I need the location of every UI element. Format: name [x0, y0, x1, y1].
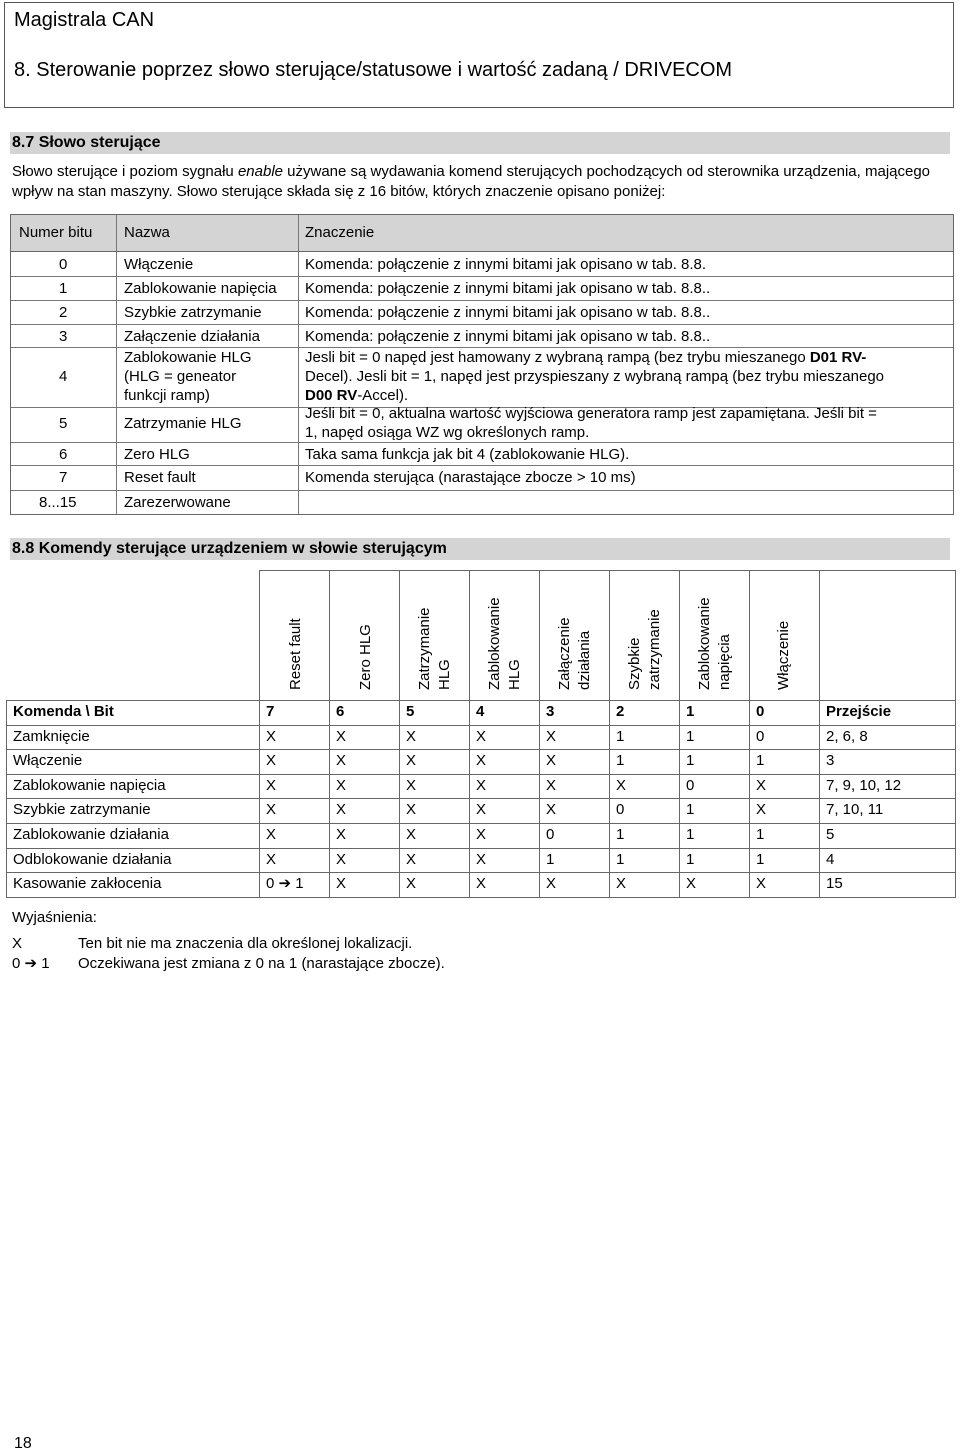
rot-header: [356, 624, 376, 690]
table-cell: 0: [546, 826, 555, 843]
bit-meaning: Komenda: połączenie z innymi bitami jak opisano w tab. 8.8..: [305, 304, 711, 321]
explanation-symbol: 0 ➔ 1: [12, 955, 50, 972]
divider: [11, 276, 953, 277]
table-header-cell: 4: [476, 703, 485, 720]
rot-header-line: Szybkie: [626, 637, 643, 690]
table-cell: X: [756, 777, 767, 794]
table-cell: 15: [826, 875, 843, 892]
table-cell: X: [266, 752, 277, 769]
table-header-cell: 0: [756, 703, 765, 720]
table-cell: X: [336, 875, 347, 892]
table-cell: 1: [616, 752, 625, 769]
table-cell: X: [476, 801, 487, 818]
table-cell: 1: [756, 826, 765, 843]
divider: [116, 252, 117, 514]
table-cell: X: [266, 826, 277, 843]
table-cell: X: [406, 752, 417, 769]
bit-name: Zatrzymanie HLG: [124, 415, 242, 432]
bit-meaning-line: [305, 348, 947, 367]
col-header-meaning: Znaczenie: [305, 224, 375, 241]
bit-name: Zablokowanie napięcia: [124, 280, 277, 297]
bit-table-header: [10, 214, 954, 252]
table-cell: Kasowanie zakłocenia: [13, 875, 162, 892]
table-cell: 1: [686, 728, 695, 745]
bit-number: 5: [59, 415, 68, 432]
bit-name: Szybkie zatrzymanie: [124, 304, 262, 321]
bit-meaning: Komenda sterująca (narastające zbocze > 10 ms): [305, 469, 636, 486]
section-heading-8-7: 8.7 Słowo sterujące: [10, 132, 950, 154]
table-cell: Zamknięcie: [13, 728, 90, 745]
grid-line: [6, 700, 7, 897]
divider: [11, 465, 953, 466]
table-cell: X: [406, 875, 417, 892]
rot-header-line: zatrzymanie: [646, 609, 663, 690]
table-cell: 1: [756, 851, 765, 868]
grid-line: [679, 570, 680, 897]
table-cell: X: [336, 752, 347, 769]
explanation-symbol: X: [12, 935, 23, 952]
grid-line: [6, 848, 956, 849]
meaning-bold: D01 RV-: [809, 349, 867, 366]
intro-text-1: Słowo sterujące i poziom sygnału: [12, 163, 238, 180]
grid-line: [399, 570, 400, 897]
divider: [11, 300, 953, 301]
bit-name: Zarezerwowane: [124, 494, 231, 511]
divider: [11, 490, 953, 491]
table-cell: 3: [826, 752, 835, 769]
table-cell: X: [476, 752, 487, 769]
grid-line: [329, 570, 330, 897]
grid-line: [6, 798, 956, 799]
explanations-title: Wyjaśnienia:: [12, 909, 97, 926]
table-header-cell: 5: [406, 703, 415, 720]
table-header-cell: Przejście: [826, 703, 892, 720]
bit-meaning-line: [305, 386, 408, 405]
grid-line: [259, 570, 956, 571]
header-subtitle: 8. Sterowanie poprzez słowo sterujące/statusowe i wartość zadaną / DRIVECOM: [14, 59, 733, 81]
table-cell: X: [266, 851, 277, 868]
table-cell: 1: [616, 728, 625, 745]
bit-number: 8...15: [39, 494, 77, 511]
rot-header-line: Zero HLG: [357, 624, 374, 690]
rot-header: [625, 609, 665, 690]
table-cell: X: [476, 728, 487, 745]
grid-line: [749, 570, 750, 897]
bit-name: Włączenie: [124, 256, 194, 273]
table-cell: Zablokowanie działania: [13, 826, 169, 843]
bit-table: [10, 252, 954, 515]
table-cell: X: [406, 826, 417, 843]
table-cell: 1: [686, 752, 695, 769]
grid-line: [609, 570, 610, 897]
bit-number: 0: [59, 256, 68, 273]
divider: [116, 215, 117, 251]
table-cell: 1: [686, 851, 695, 868]
divider: [298, 215, 299, 251]
divider: [11, 442, 953, 443]
table-cell: 7, 9, 10, 12: [826, 777, 902, 794]
rot-header: [774, 621, 794, 690]
explanation-text: Ten bit nie ma znaczenia dla określonej lokalizacji.: [78, 935, 413, 952]
table-header-cell: 6: [336, 703, 345, 720]
grid-line: [6, 725, 956, 726]
table-cell: X: [336, 851, 347, 868]
rot-header: [415, 607, 455, 690]
rot-header-line: HLG: [436, 659, 453, 690]
table-cell: 0: [686, 777, 695, 794]
table-cell: 7, 10, 11: [826, 801, 884, 818]
col-header-name: Nazwa: [124, 224, 170, 241]
bit-number: 6: [59, 446, 68, 463]
table-header-cell: 1: [686, 703, 695, 720]
rot-header-line: Załączenie: [556, 617, 573, 690]
table-header-cell: 7: [266, 703, 275, 720]
table-cell: X: [686, 875, 697, 892]
rot-header: [695, 597, 735, 690]
table-cell: Włączenie: [13, 752, 83, 769]
intro-text-2: używane są wydawania komend sterujących pochodzących od sterownika urządzenia, mającego wpływ na stan maszyny. Słowo sterujące składa się z 16 bitów, których znaczenie opisano poniżej:: [12, 163, 931, 200]
table-cell: X: [266, 801, 277, 818]
table-cell: X: [756, 801, 767, 818]
table-cell: 1: [686, 801, 695, 818]
table-cell: X: [336, 728, 347, 745]
table-header-cell: 2: [616, 703, 625, 720]
table-cell: X: [406, 801, 417, 818]
bit-name: Reset fault: [124, 469, 196, 486]
grid-line: [6, 823, 956, 824]
table-header-cell: 3: [546, 703, 555, 720]
intro-italic: enable: [237, 163, 283, 180]
bit-name-line: funkcji ramp): [124, 387, 210, 404]
grid-line: [539, 570, 540, 897]
table-cell: 5: [826, 826, 835, 843]
grid-line: [259, 570, 260, 897]
grid-line: [6, 700, 956, 701]
table-cell: X: [476, 777, 487, 794]
divider: [298, 252, 299, 514]
explanation-text: Oczekiwana jest zmiana z 0 na 1 (narastające zbocze).: [78, 955, 445, 972]
table-cell: X: [336, 801, 347, 818]
table-cell: X: [336, 777, 347, 794]
table-cell: X: [406, 851, 417, 868]
meaning-text: -Accel).: [357, 387, 409, 404]
rot-header-line: Zablokowanie: [696, 597, 713, 690]
bit-name-line: (HLG = geneator: [124, 368, 237, 385]
table-cell: X: [266, 777, 277, 794]
bit-number: 7: [59, 469, 68, 486]
grid-line: [6, 897, 956, 898]
table-cell: 4: [826, 851, 835, 868]
table-cell: 0: [756, 728, 765, 745]
grid-line: [6, 749, 956, 750]
intro-paragraph: [12, 162, 952, 202]
table-cell: 0 ➔ 1: [266, 875, 304, 892]
bit-number: 3: [59, 328, 68, 345]
bit-meaning-line: Decel). Jesli bit = 1, napęd jest przyspieszany z wybraną rampą (bez trybu mieszanego: [305, 368, 885, 385]
rot-header-line: HLG: [506, 659, 523, 690]
page-header: [4, 2, 954, 108]
table-header-cell: Komenda \ Bit: [13, 703, 114, 720]
section-heading-8-8: 8.8 Komendy sterujące urządzeniem w słowie sterującym: [10, 538, 950, 560]
table-cell: 2, 6, 8: [826, 728, 868, 745]
table-cell: X: [406, 777, 417, 794]
grid-line: [469, 570, 470, 897]
bit-name: Załączenie działania: [124, 328, 260, 345]
bit-meaning: Komenda: połączenie z innymi bitami jak opisano w tab. 8.8..: [305, 280, 711, 297]
rot-header: [555, 617, 595, 690]
table-cell: X: [476, 826, 487, 843]
grid-line: [955, 570, 956, 897]
rot-header-line: napięcia: [716, 634, 733, 690]
rot-header-line: działania: [576, 630, 593, 690]
table-cell: X: [546, 875, 557, 892]
bit-meaning: Komenda: połączenie z innymi bitami jak opisano w tab. 8.8..: [305, 328, 711, 345]
table-cell: X: [266, 728, 277, 745]
bit-number: 2: [59, 304, 68, 321]
table-cell: X: [546, 801, 557, 818]
table-cell: 1: [686, 826, 695, 843]
meaning-text: Jesli bit = 0 napęd jest hamowany z wybraną rampą (bez trybu mieszanego: [305, 349, 810, 366]
bit-number: 1: [59, 280, 68, 297]
table-cell: Zablokowanie napięcia: [13, 777, 166, 794]
grid-line: [6, 774, 956, 775]
table-cell: X: [546, 777, 557, 794]
table-cell: X: [546, 728, 557, 745]
col-header-bit: Numer bitu: [19, 224, 93, 241]
bit-meaning-line: 1, napęd osiąga WZ wg określonych ramp.: [305, 424, 590, 441]
divider: [11, 324, 953, 325]
table-cell: 1: [616, 826, 625, 843]
bit-meaning-line: Jeśli bit = 0, aktualna wartość wyjściowa generatora ramp jest zapamiętana. Jeśli bit =: [305, 405, 877, 422]
table-cell: X: [406, 728, 417, 745]
table-cell: 1: [616, 851, 625, 868]
rot-header: [485, 597, 525, 690]
table-cell: 1: [756, 752, 765, 769]
rot-header-line: Zatrzymanie: [416, 607, 433, 690]
rot-header-line: Zablokowanie: [486, 597, 503, 690]
table-cell: X: [476, 851, 487, 868]
grid-line: [6, 872, 956, 873]
table-cell: Odblokowanie działania: [13, 851, 172, 868]
bit-meaning: Komenda: połączenie z innymi bitami jak opisano w tab. 8.8.: [305, 256, 707, 273]
rot-header: [286, 618, 306, 690]
bit-name-line: Zablokowanie HLG: [124, 349, 252, 366]
header-title: Magistrala CAN: [14, 9, 155, 31]
table-cell: Szybkie zatrzymanie: [13, 801, 151, 818]
command-table: [6, 570, 956, 900]
table-cell: 1: [546, 851, 555, 868]
table-cell: X: [336, 826, 347, 843]
table-cell: X: [476, 875, 487, 892]
page-number: 18: [14, 1435, 32, 1452]
rot-header-line: Włączenie: [775, 620, 792, 690]
table-cell: 0: [616, 801, 625, 818]
bit-number: 4: [59, 368, 68, 385]
table-cell: X: [616, 777, 627, 794]
grid-line: [819, 570, 820, 897]
bit-name: Zero HLG: [124, 446, 190, 463]
bit-meaning: Taka sama funkcja jak bit 4 (zablokowanie HLG).: [305, 446, 630, 463]
table-cell: X: [756, 875, 767, 892]
meaning-bold: D00 RV: [305, 387, 358, 404]
table-cell: X: [546, 752, 557, 769]
rot-header-line: Reset fault: [287, 618, 304, 690]
table-cell: X: [616, 875, 627, 892]
